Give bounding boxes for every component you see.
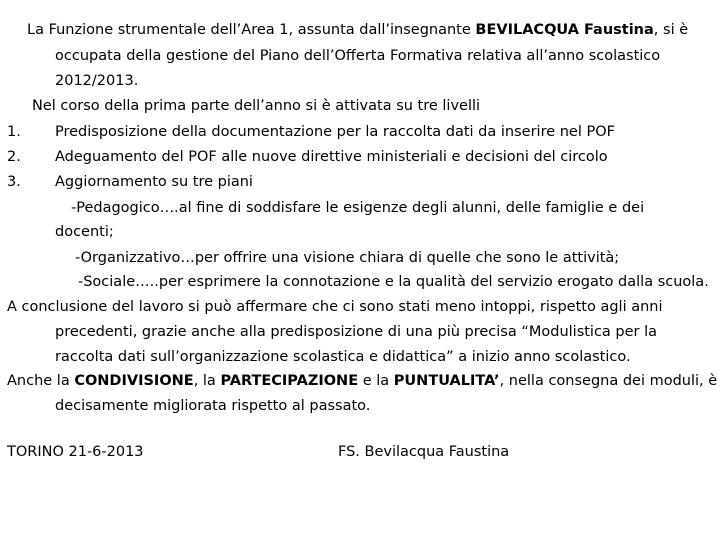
- para1-text-a: La Funzione strumentale dell’Area 1, assunta dall’insegnante: [27, 22, 476, 38]
- share-text-c: , la: [193, 373, 221, 389]
- share-text-a: Anche la: [7, 373, 75, 389]
- intro-line: Nel corso della prima parte dell’anno si è attivata su tre livelli: [32, 98, 481, 114]
- share-partecipazione: PARTECIPAZIONE: [220, 373, 359, 389]
- list-number-2: 2.: [7, 149, 21, 165]
- share-line1: [7, 374, 717, 389]
- share-line2: decisamente migliorata rispetto al passato.: [55, 398, 371, 414]
- share-condivisione: CONDIVISIONE: [74, 373, 194, 389]
- para1-line3: 2012/2013.: [55, 73, 139, 89]
- share-text-e: e la: [358, 373, 394, 389]
- sub-pedagogico-line2: docenti;: [55, 224, 114, 240]
- signature: FS. Bevilacqua Faustina: [338, 444, 510, 460]
- place-date: TORINO 21-6-2013: [7, 444, 144, 460]
- sub-pedagogico-line1: -Pedagogico….al fine di soddisfare le esigenze degli alunni, delle famiglie e dei: [71, 200, 645, 216]
- para1-line2: occupata della gestione del Piano dell’Offerta Formativa relativa all’anno scolastico: [55, 48, 661, 64]
- list-number-1: 1.: [7, 124, 21, 140]
- list-item-2: Adeguamento del POF alle nuove direttive ministeriali e decisioni del circolo: [55, 149, 608, 165]
- sub-organizzativo: -Organizzativo…per offrire una visione chiara di quelle che sono le attività;: [75, 250, 620, 266]
- teacher-name: BEVILACQUA Faustina: [475, 22, 654, 38]
- list-item-3: Aggiornamento su tre piani: [55, 174, 253, 190]
- conclusion-line3: raccolta dati sull’organizzazione scolastica e didattica” a inizio anno scolastico.: [55, 349, 631, 365]
- conclusion-line1: A conclusione del lavoro si può affermare che ci sono stati meno intoppi, rispetto agli anni: [7, 299, 663, 315]
- para1-text-c: , si è: [653, 22, 689, 38]
- share-text-g: , nella consegna dei moduli, è: [499, 373, 718, 389]
- para1-line1: [27, 23, 688, 38]
- list-number-3: 3.: [7, 174, 21, 190]
- share-puntualita: PUNTUALITA’: [393, 373, 500, 389]
- conclusion-line2: precedenti, grazie anche alla predisposizione di una più precisa “Modulistica per la: [55, 324, 658, 340]
- sub-sociale: -Sociale…..per esprimere la connotazione e la qualità del servizio erogato dalla scuola.: [78, 274, 709, 290]
- list-item-1: Predisposizione della documentazione per la raccolta dati da inserire nel POF: [55, 124, 615, 140]
